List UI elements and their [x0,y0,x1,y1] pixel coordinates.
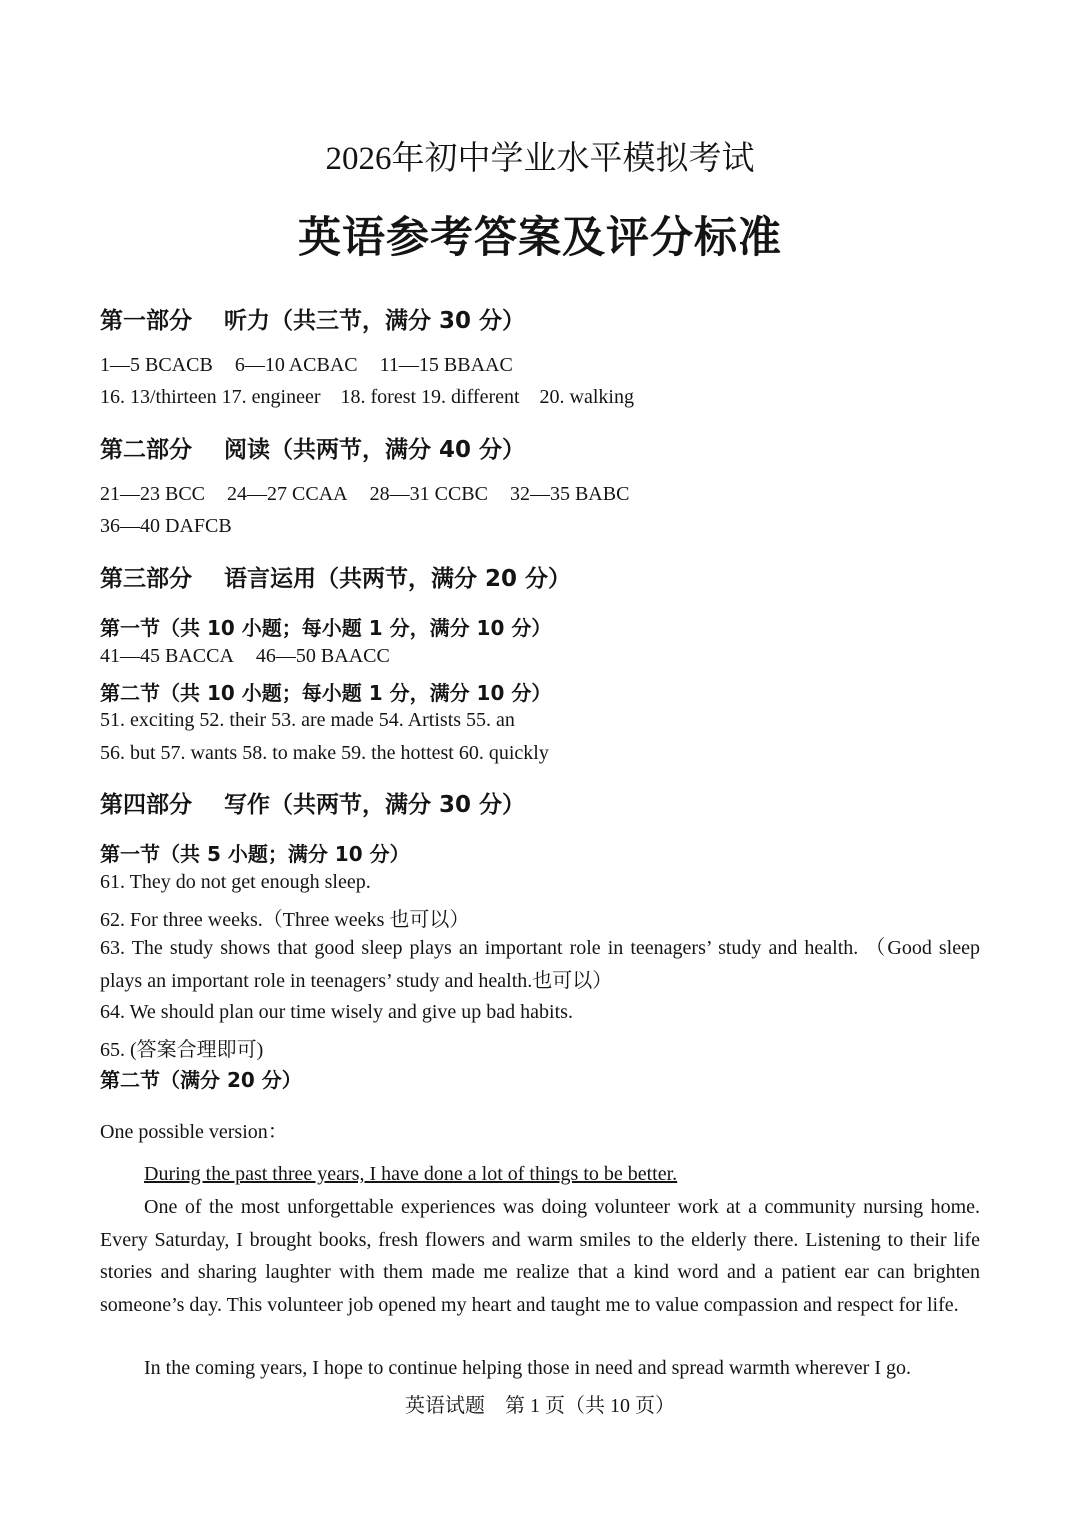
answer-item: 19. different [421,386,520,408]
part3-name: 语言运用（共两节，满分 20 分） [224,566,572,592]
answer-item: 18. forest [340,386,417,408]
part3-section1-answers [100,645,390,668]
part3-label: 第三部分 [100,566,192,592]
part3-heading [100,560,571,593]
part4-section2-heading: 第二节（满分 20 分） [100,1068,302,1092]
answer-62: 62. For three weeks.（Three weeks 也可以） [100,909,470,931]
sample-paragraph-1: One of the most unforgettable experiences was doing volunteer work at a community nursing home. Every Saturday, I brought books, fresh flowers and warm smiles to the elderly there. Listening to their life stories and sharing laughter with them made me realize that a kind word and a patient ear can brighten someone’s day. This volunteer job opened my heart and taught me to value compassion and respect for life. [100,1196,980,1316]
answer-64: 64. We should plan our time wisely and give up bad habits. [100,1001,573,1023]
answer-group: 24—27 CCAA [227,483,348,505]
part3-section2-answers-line1: 51. exciting 52. their 53. are made 54. Artists 55. an [100,709,515,731]
part4-heading [100,786,525,819]
answer-61: 61. They do not get enough sleep. [100,871,371,893]
part1-label: 第一部分 [100,308,192,334]
part4-label: 第四部分 [100,792,192,818]
part2-label: 第二部分 [100,437,192,463]
sample-version-label: One possible version： [100,1121,288,1143]
answer-item: 17. engineer [221,386,321,408]
part4-section1-heading: 第一节（共 5 小题；满分 10 分） [100,842,410,866]
answer-item: 16. 13/thirteen [100,386,217,408]
document-title: 英语参考答案及评分标准 [298,215,782,262]
answer-63: 63. The study shows that good sleep plays an important role in teenagers’ study and health. （Good sleep plays an important role in teenagers’ study and health.也可以） [100,937,980,992]
part1-name: 听力（共三节，满分 30 分） [224,308,526,334]
part3-section1-heading: 第一节（共 10 小题；每小题 1 分，满分 10 分） [100,616,552,640]
part2-name: 阅读（共两节，满分 40 分） [224,437,526,463]
part2-answers-line1 [100,483,629,506]
part1-answers-line1 [100,354,513,377]
page-footer: 英语试题 第 1 页（共 10 页） [405,1395,675,1417]
exam-title: 2026年初中学业水平模拟考试 [325,141,755,177]
answer-group: 32—35 BABC [509,483,630,505]
answer-group: 11—15 BBAAC [379,354,513,376]
part3-section2-answers-line2: 56. but 57. wants 58. to make 59. the hottest 60. quickly [100,742,549,764]
part3-section2-heading: 第二节（共 10 小题；每小题 1 分，满分 10 分） [100,681,552,705]
sample-thesis-sentence: During the past three years, I have done a lot of things to be better. [144,1163,678,1185]
answer-65: 65. (答案合理即可) [100,1039,264,1061]
answer-group: 21—23 BCC [100,483,206,505]
answer-item: 20. walking [539,386,634,408]
part1-answers-line2 [100,386,634,409]
answer-group: 28—31 CCBC [369,483,488,505]
sample-paragraph-2: In the coming years, I hope to continue helping those in need and spread warmth wherever I go. [144,1357,911,1379]
answer-group: 41—45 BACCA [100,645,234,667]
answer-group: 6—10 ACBAC [234,354,358,376]
part4-name: 写作（共两节，满分 30 分） [224,792,526,818]
part2-heading [100,431,525,464]
answer-group: 46—50 BAACC [255,645,390,667]
part2-answers-line2: 36—40 DAFCB [100,515,232,537]
part1-heading [100,302,525,335]
answer-group: 1—5 BCACB [100,354,213,376]
